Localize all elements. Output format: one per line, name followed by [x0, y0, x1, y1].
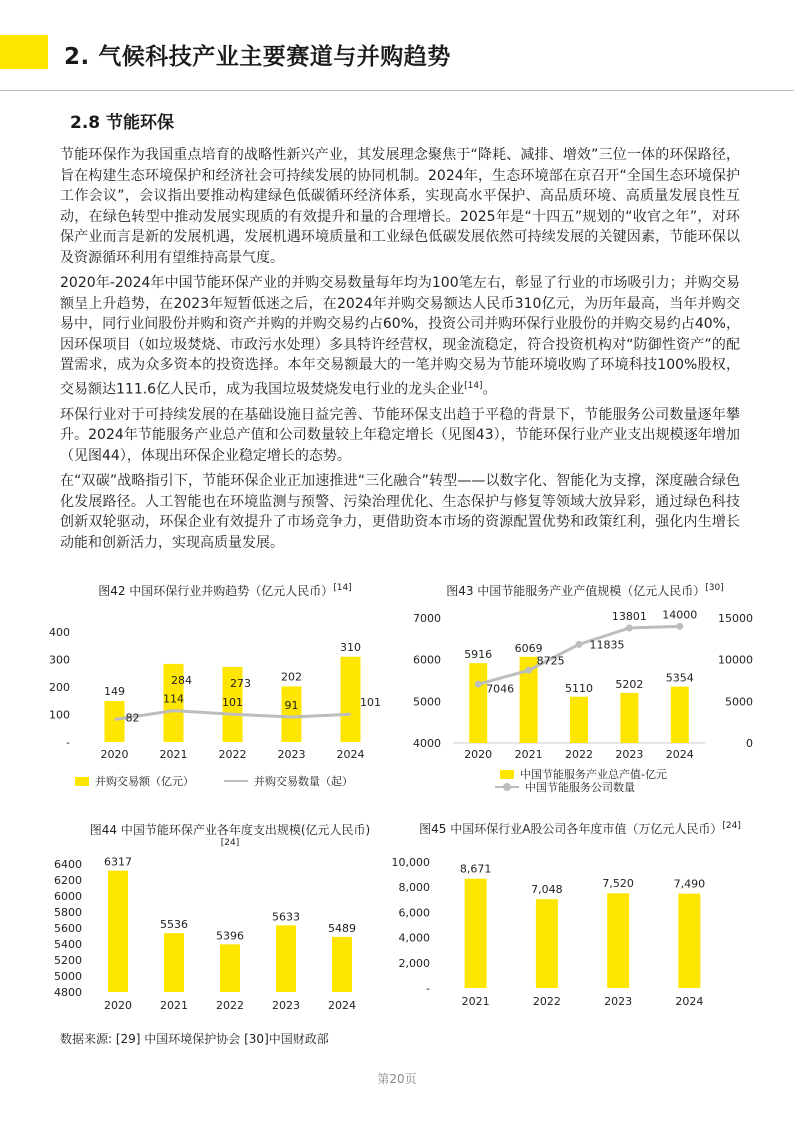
chart45-y-tick: 2,000 — [398, 956, 430, 970]
paragraph-1: 节能环保作为我国重点培育的战略性新兴产业，其发展理念聚焦于“降耗、减排、增效”三位一体的环保路径，旨在构建生态环境保护和经济社会可持续发展的协同机制。2024年，生态环境部在京召开“全国生态环境保护工作会议”，会议指出要推动构建绿色低碳循环经济体系，实现高水平保护、高品质环境、高质量发展良性互动，在绿色转型中推动发展实现质的有效提升和量的合理增长。2025年是“十四五”规划的“收官之年”，对环保产业而言是新的发展机遇，发展机遇环境质量和工业绿色低碳发展依然可持续发展的关键因素，节能环保以及资源循环利用有望维持高景气度。 — [60, 147, 740, 266]
chart44-x-tick: 2023 — [272, 999, 300, 1012]
chart43-bar-label: 5916 — [464, 648, 493, 662]
chart45-x-tick: 2021 — [461, 995, 490, 1008]
chart42-svg — [40, 610, 390, 770]
chart43-legend-line-swatch — [495, 786, 519, 788]
chart43-y-right-tick: 0 — [746, 737, 753, 750]
chart44-bar-label: 5633 — [272, 910, 300, 924]
chart44-y-tick: 5600 — [54, 922, 82, 935]
page-number: 第20页 — [377, 1072, 417, 1086]
chart43-bar-label: 6069 — [514, 641, 543, 655]
chart43-title — [420, 580, 750, 599]
chart42-bar-label: 310 — [340, 640, 361, 654]
chart42-legend-line-swatch — [224, 780, 248, 782]
chart42-y-tick: 300 — [49, 653, 70, 667]
chart44-bar-label: 5536 — [160, 918, 188, 932]
chart43-title-text: 图43 中国节能服务产业产值规模（亿元人民币） — [446, 584, 706, 598]
chart42-legend — [75, 773, 353, 789]
chart43-bar-label: 5110 — [565, 681, 593, 695]
chart43-y-right-tick: 15000 — [718, 612, 753, 625]
chart44-bar — [164, 933, 184, 992]
chart44-y-tick: 6200 — [54, 874, 82, 887]
chart43-bar — [570, 697, 588, 743]
chart43-bar — [469, 663, 487, 743]
header-accent-bar — [0, 35, 48, 69]
chart44-title — [50, 822, 410, 848]
chart43-bar-label: 5202 — [615, 677, 644, 691]
chart42-x-tick: 2020 — [100, 748, 129, 761]
chart42-legend-line-label: 并购交易数量（起） — [254, 775, 353, 788]
chart45-bar — [678, 894, 700, 988]
subsection-title: 2.8 节能环保 — [70, 113, 175, 133]
chart42-bar-label: 273 — [230, 676, 251, 690]
chart44-bar — [332, 937, 352, 992]
chart43-legend-line-label: 中国节能服务公司数量 — [525, 781, 635, 794]
chart42-bar-label: 202 — [281, 670, 302, 684]
chart45-bar-label: 7,048 — [531, 883, 563, 897]
chart42-y-tick: 400 — [49, 626, 70, 639]
chart44-x-tick: 2020 — [104, 999, 132, 1012]
chart43-y-right-tick: 10000 — [718, 653, 753, 667]
paragraph-2-text: 2020年-2024年中国节能环保产业的并购交易数量每年均为100笔左右，彰显了行业的市场吸引力；并购交易额呈上升趋势，在2023年短暂低迷之后，在2024年并购交易额达人民币310亿元，为历年最高，当年并购交易中，同行业间股份并购和资产并购的并购交易约占60%，投资公司并购环保行业股份的并购交易约占40%，因环保项目（如垃圾焚烧、市政污水处理）多具特许经营权，现金流稳定，符合投资机构对“防御性资产”的配置需求，成为众多资本的投资选择。本年交易额最大的一笔并购交易为节能环境收购了环境科技100%股权，交易额达111.6亿人民币，成为我国垃圾焚烧发电行业的龙头企业 — [60, 275, 740, 398]
chart45-bar-label: 8,671 — [459, 862, 492, 876]
chart45-y-tick: 6,000 — [398, 906, 430, 920]
chart43-line-label: 7046 — [486, 682, 515, 696]
chart45-title — [410, 818, 750, 837]
chart43-line-point — [576, 641, 583, 648]
chart43-y-left-tick: 5000 — [413, 695, 441, 709]
chart43-legend-bar-swatch — [500, 770, 514, 779]
chart43-line-point — [525, 667, 532, 674]
chart45-y-tick: 4,000 — [398, 931, 430, 945]
chart44-y-tick: 6000 — [54, 890, 82, 903]
chart43-bar — [671, 687, 689, 743]
chart45-y-tick: 10,000 — [391, 856, 430, 869]
chart43-legend-line — [495, 779, 635, 795]
body-text — [60, 145, 740, 558]
chart42-bar — [105, 701, 125, 742]
chart45-title-ref: [24] — [722, 821, 741, 831]
chart42-x-tick: 2023 — [277, 748, 306, 761]
chart45-bar — [465, 879, 487, 988]
chart43-line-label: 13801 — [611, 609, 647, 623]
chart43-x-tick: 2024 — [665, 748, 694, 761]
chart43-line-label: 11835 — [589, 638, 625, 652]
chart42-legend-bar-label: 并购交易额（亿元） — [95, 775, 194, 788]
chart45-bar-label: 7,520 — [602, 877, 634, 891]
chart43-bar-label: 5354 — [665, 671, 694, 685]
chart44-title-ref: [24] — [220, 838, 240, 848]
chart45-bar-label: 7,490 — [673, 877, 706, 891]
chart43-y-left-tick: 4000 — [413, 737, 441, 750]
chart42-bar-label: 149 — [104, 685, 125, 699]
chart45-x-tick: 2022 — [532, 995, 561, 1008]
chart43-x-tick: 2021 — [514, 748, 543, 761]
chart42-line-label: 114 — [163, 692, 184, 706]
citation-14: [14] — [464, 380, 483, 391]
chart44-y-tick: 4800 — [54, 986, 82, 999]
chart42-title — [60, 580, 390, 599]
chart42-x-tick: 2022 — [218, 748, 247, 761]
chart43-y-left-tick: 6000 — [413, 653, 441, 667]
chart43-bar — [620, 693, 638, 743]
chart43-title-ref: [30] — [705, 583, 724, 593]
chart42-title-text: 图42 中国环保行业并购趋势（亿元人民币） — [98, 584, 334, 598]
chart43-x-tick: 2022 — [565, 748, 593, 761]
chart44-bar — [220, 944, 240, 992]
chart45-svg — [380, 850, 740, 1020]
chart42-title-ref: [14] — [333, 583, 352, 593]
chart44-svg — [40, 850, 390, 1020]
chart44-title-text: 图44 中国节能环保产业各年度支出规模(亿元人民币) — [89, 823, 371, 837]
chart44-bar-label: 5489 — [328, 921, 356, 935]
chart45-x-tick: 2024 — [675, 995, 704, 1008]
chart42-y-tick: 100 — [49, 708, 70, 722]
paragraph-4: 在“双碳”战略指引下，节能环保企业正加速推进“三化融合”转型——以数字化、智能化为支撑，深度融合绿色化发展路径。人工智能也在环境监测与预警、污染治理优化、生态保护与修复等领域大放异彩，通过绿色科技创新双轮驱动，环保企业有效提升了市场竞争力，更借助资本市场的资源配置优势和政策红利，强化内生增长动能和创新活力，实现高质量发展。 — [60, 473, 740, 551]
chart42-y-tick: - — [66, 736, 70, 749]
chart42-y-tick: 200 — [49, 681, 70, 694]
chart44-bar-label: 6317 — [104, 855, 132, 869]
chart44-bar-label: 5396 — [216, 929, 244, 943]
chart43-line-point — [676, 623, 683, 630]
chart42-x-tick: 2024 — [336, 748, 365, 761]
chart44-y-tick: 5000 — [54, 970, 82, 983]
chart42-x-tick: 2021 — [159, 748, 188, 761]
chart45-y-tick: 8,000 — [398, 881, 430, 895]
chart44-x-tick: 2021 — [160, 999, 188, 1012]
chart44-y-tick: 6400 — [54, 858, 82, 871]
header-divider — [0, 90, 794, 91]
chart42-line-label: 101 — [360, 696, 381, 710]
chart43-x-tick: 2023 — [615, 748, 644, 761]
chart43-legend-bar-label: 中国节能服务产业总产值-亿元 — [520, 768, 667, 781]
chart42-legend-bar-swatch — [75, 777, 89, 786]
chart45-bar — [607, 893, 629, 988]
chart43-y-left-tick: 7000 — [413, 612, 441, 625]
chart44-y-tick: 5400 — [54, 938, 82, 951]
chart42-bar — [282, 686, 302, 742]
chart43-x-tick: 2020 — [464, 748, 493, 761]
chart44-bar — [108, 871, 128, 992]
chart42-bar-label: 284 — [171, 673, 192, 687]
chart45-title-text: 图45 中国环保行业A股公司各年度市值（万亿元人民币） — [419, 822, 723, 836]
chart44-y-tick: 5200 — [54, 954, 82, 967]
chart43-count-line — [478, 626, 680, 684]
paragraph-3: 环保行业对于可持续发展的在基础设施日益完善、节能环保支出趋于平稳的背景下，节能服务公司数量逐年攀升。2024年节能服务产业总产值和公司数量较上年稳定增长（见图43），节能环保行业产业支出规模逐年增加（见图44），体现出环保企业稳定增长的态势。 — [60, 406, 740, 464]
chart43-y-right-tick: 5000 — [725, 695, 753, 709]
data-source-note: 数据来源: [29] 中国环境保护协会 [30]中国财政部 — [60, 1032, 329, 1046]
chart42-bar — [341, 657, 361, 742]
chart43-svg — [405, 608, 785, 768]
chart45-y-tick: - — [426, 982, 430, 995]
section-title: 2. 气候科技产业主要赛道与并购趋势 — [64, 44, 451, 70]
chart44-x-tick: 2024 — [328, 999, 356, 1012]
chart45-x-tick: 2023 — [604, 995, 633, 1008]
chart43-line-label: 8725 — [536, 654, 565, 668]
chart44-x-tick: 2022 — [216, 999, 244, 1012]
chart42-line-label: 101 — [222, 696, 243, 710]
paragraph-2: 2020年-2024年中国节能环保产业的并购交易数量每年均为100笔左右，彰显了行业的市场吸引力；并购交易额呈上升趋势，在2023年短暂低迷之后，在2024年并购交易额达人民币310亿元，为历年最高，当年并购交易中，同行业间股份并购和资产并购的并购交易约占60%，投资公司并购环保行业股份的并购交易约占40%，因环保项目（如垃圾焚烧、市政污水处理）多具特许经营权，现金流稳定，符合投资机构对“防御性资产”的配置需求，成为众多资本的投资选择。本年交易额最大的一笔并购交易为节能环境收购了环境科技100%股权，交易额达111.6亿人民币，成为我国垃圾焚烧发电行业的龙头企业[14]。 — [60, 275, 740, 398]
chart42-line-label: 91 — [284, 698, 299, 712]
chart44-y-tick: 5800 — [54, 906, 82, 919]
chart43-line-point — [475, 681, 482, 688]
chart43-line-point — [626, 624, 633, 631]
chart42-line-label: 82 — [125, 711, 140, 725]
chart44-bar — [276, 925, 296, 992]
chart45-bar — [536, 899, 558, 988]
chart43-line-label: 14000 — [662, 608, 698, 622]
